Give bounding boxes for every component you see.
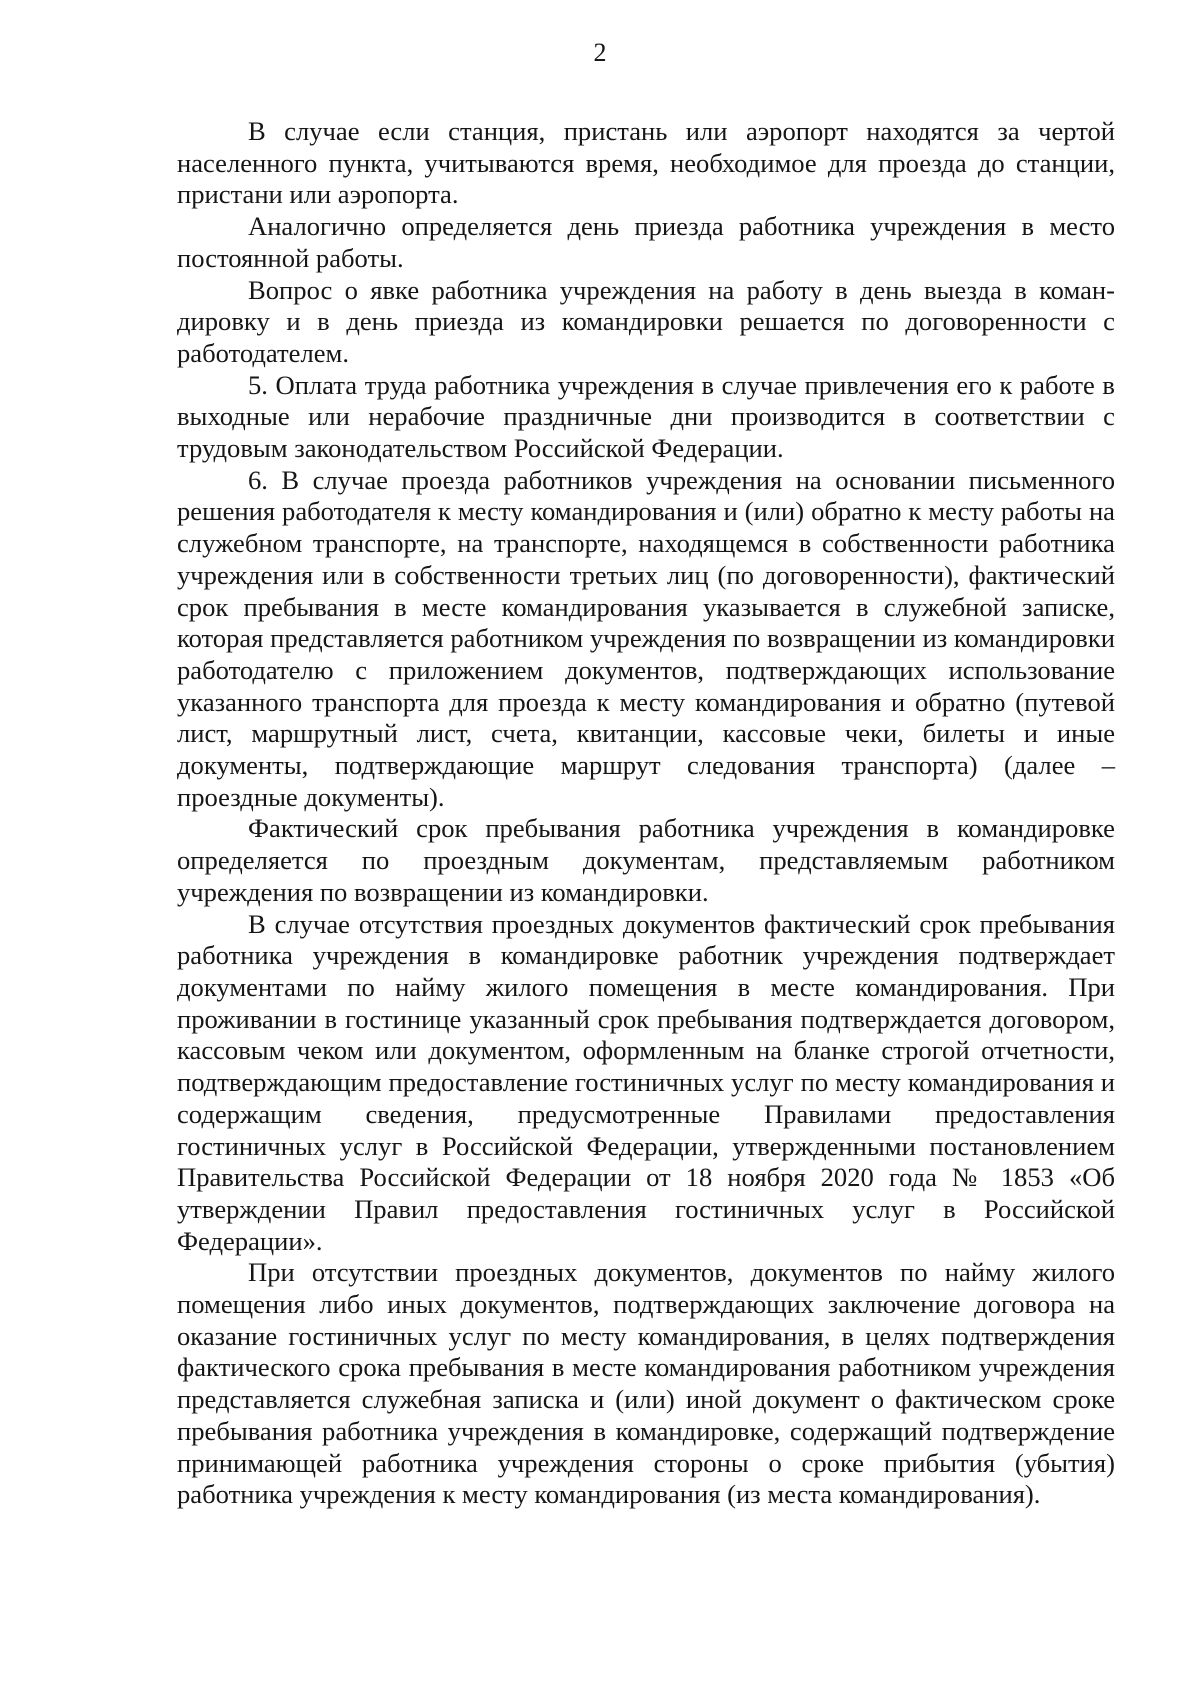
paragraph-work-attendance: Вопрос о явке работника учреждения на работу в день выезда в командировку и в день приезда из командировки решается по договоренности с работодателем.: [177, 274, 1115, 368]
page-number: 2: [593, 38, 607, 67]
document-body: [177, 116, 1115, 1511]
paragraph-item-6-own-transport: 6. В случае проезда работников учреждения на основании письменного решения работодателя к месту командирования и (или) обратно к месту работы на служебном транспорте, на транспорте, находящемся в собственности работника учреждения или в собственности третьих лиц (по договоренности), фактический срок пребывания в месте командирования указывается в служебной записке, которая представляется работником учреждения по возвращении из командировки работодателю с приложением документов, подтверждающих использование указанного транспорта для проезда к месту командирования и обратно (путевой лист, маршрутный лист, счета, квитанции, кассовые чеки, билеты и иные документы, подтверждающие маршрут следования транспорта) (далее – проездные документы).: [177, 464, 1115, 812]
paragraph-no-documents-memo: При отсутствии проездных документов, документов по найму жилого помещения либо иных документов, подтверждающих заключение договора на оказание гостиничных услуг по месту командирования, в целях подтверждения фактического срока пребывания в месте командирования работником учреждения представляется служебная записка и (или) иной документ о фактическом сроке пребывания работника учреждения в командировке, содержащий подтверждение принимающей работника учреждения стороны о сроке прибытия (убытия) работника учреждения к месту командирования (из места командирования).: [177, 1257, 1115, 1510]
paragraph-no-travel-documents: В случае отсутствия проездных документов фактический срок пребывания работника учреждения в командировке работник учреждения подтверждает документами по найму жилого помещения в месте командирования. При проживании в гостинице указанный срок пребывания подтверждается договором, кассовым чеком или документом, оформленным на бланке строгой отчетности, подтверждающим предоставление гостиничных услуг по месту командирования и содержащим сведения, предусмотренные Правилами предоставления гостиничных услуг в Российской Федерации, утвержденными постановлением Правительства Российской Федерации от 18 ноября 2020 года № 1853 «Об утверждении Правил предоставления гостиничных услуг в Российской Федерации».: [177, 908, 1115, 1256]
paragraph-station-outside-city: В случае если станция, пристань или аэропорт находятся за чертой населенного пункта, учитываются время, необходимое для проезда до станции, пристани или аэропорта.: [177, 116, 1115, 210]
paragraph-item-5-weekend-pay: 5. Оплата труда работника учреждения в случае привлечения его к работе в выходные или нерабочие праздничные дни производится в соответствии с трудовым законодательством Российской Федерации.: [177, 369, 1115, 464]
paragraph-actual-stay-term: Фактический срок пребывания работника учреждения в командировке определяется по проездным документам, представляемым работником учреждения по возвращении из командировки.: [177, 813, 1115, 907]
paragraph-arrival-day: Аналогично определяется день приезда работника учреждения в место постоянной работы.: [177, 211, 1115, 273]
